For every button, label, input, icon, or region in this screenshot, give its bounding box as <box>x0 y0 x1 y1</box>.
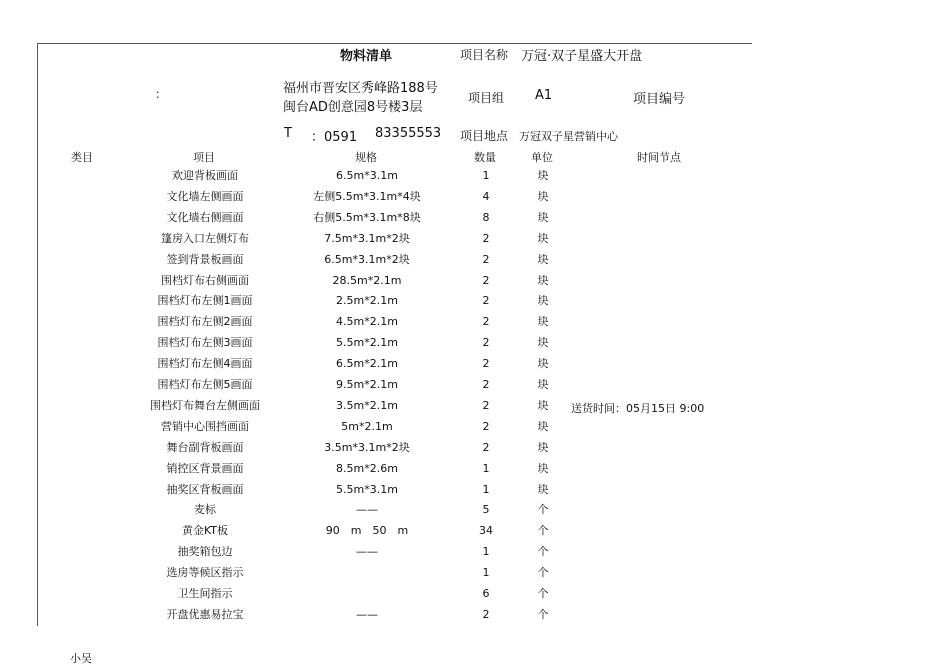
table-row <box>0 437 950 458</box>
table-row <box>0 374 950 395</box>
row-qty: 2 <box>482 231 490 245</box>
row-qty: 1 <box>482 482 490 496</box>
row-qty: 1 <box>482 566 490 580</box>
row-qty: 1 <box>482 461 490 475</box>
row-spec: 2.5m*2.1m <box>336 294 398 308</box>
row-unit: 个 <box>537 524 549 538</box>
row-item: 抽奖区背板画面 <box>166 482 244 496</box>
column-header-category: 类目 <box>71 151 93 164</box>
row-item: 营销中心围挡画面 <box>161 419 249 433</box>
row-unit: 个 <box>537 503 549 517</box>
table-row <box>0 479 950 500</box>
table-row <box>0 290 950 311</box>
row-spec: 3.5m*2.1m <box>336 398 398 412</box>
row-spec: 28.5m*2.1m <box>332 273 402 287</box>
table-row <box>0 249 950 270</box>
row-qty: 4 <box>482 189 490 203</box>
row-qty: 1 <box>482 545 490 559</box>
row-qty: 34 <box>479 524 493 538</box>
table-row <box>0 604 950 625</box>
row-qty: 6 <box>482 587 490 600</box>
row-qty: 8 <box>482 210 490 224</box>
column-header-spec: 规格 <box>355 151 377 164</box>
row-unit: 块 <box>537 315 549 329</box>
table-row <box>0 583 950 604</box>
row-item: 围档灯布左侧3画面 <box>157 336 253 350</box>
table-row <box>0 353 950 374</box>
table-row <box>0 311 950 332</box>
project-location-label: 项目地点 <box>460 129 509 143</box>
column-header-time: 时间节点 <box>637 151 681 164</box>
row-qty: 2 <box>482 419 490 433</box>
table-row <box>0 186 950 207</box>
row-spec: 右侧5.5m*3.1m*8块 <box>313 210 421 224</box>
row-qty: 1 <box>482 169 490 182</box>
row-item: 围档灯布舞台左侧画面 <box>150 398 260 412</box>
column-header-qty: 数量 <box>474 151 496 164</box>
row-unit: 块 <box>537 210 549 224</box>
row-qty: 2 <box>482 378 490 391</box>
row-spec: 90 m 50 m <box>325 524 409 538</box>
row-spec: —— <box>356 503 378 517</box>
row-item: 开盘优惠易拉宝 <box>166 607 244 621</box>
row-item: 围档灯布左侧4画面 <box>157 357 253 371</box>
project-name: 万冠·双子星盛大开盘 <box>521 49 643 64</box>
project-location: 万冠双子星营销中心 <box>519 130 618 143</box>
row-qty: 2 <box>482 607 490 621</box>
row-unit: 块 <box>537 398 549 412</box>
table-row <box>0 520 950 541</box>
row-unit: 块 <box>537 357 549 371</box>
address-line-2: 闽台AD创意园8号楼3层 <box>283 100 423 115</box>
row-spec: 5.5m*2.1m <box>336 336 398 350</box>
row-spec: 左侧5.5m*3.1m*4块 <box>313 189 421 203</box>
row-unit: 块 <box>537 482 549 496</box>
table-row <box>0 165 950 186</box>
row-qty: 2 <box>482 398 490 412</box>
row-item: 围档灯布左侧1画面 <box>157 294 253 308</box>
row-unit: 个 <box>537 566 549 580</box>
colon-label: ： <box>155 87 168 101</box>
row-unit: 块 <box>537 336 549 350</box>
footer-name: 小吴 <box>70 652 92 665</box>
row-spec: 4.5m*2.1m <box>336 315 398 329</box>
table-row <box>0 395 950 416</box>
row-spec: 6.5m*3.1m*2块 <box>324 252 410 266</box>
row-item: 篷房入口左侧灯布 <box>161 231 249 245</box>
row-unit: 块 <box>537 252 549 266</box>
row-item: 文化墙右侧画面 <box>166 210 244 224</box>
row-item: 围档灯布左侧2画面 <box>157 315 253 329</box>
row-unit: 块 <box>537 440 549 454</box>
row-qty: 2 <box>482 294 490 308</box>
row-item: 卫生间指示 <box>177 587 233 600</box>
row-spec: 5m*2.1m <box>341 419 393 433</box>
row-qty: 2 <box>482 440 490 454</box>
row-item: 欢迎背板画面 <box>172 169 238 182</box>
project-group-label: 项目组 <box>468 91 505 105</box>
row-unit: 块 <box>537 461 549 475</box>
table-row <box>0 270 950 291</box>
row-unit: 块 <box>537 419 549 433</box>
row-unit: 个 <box>537 545 549 559</box>
row-item: 签到背景板画面 <box>166 252 244 266</box>
table-row <box>0 541 950 562</box>
row-item: 麦标 <box>194 503 216 517</box>
row-qty: 2 <box>482 357 490 371</box>
row-item: 抽奖箱包边 <box>177 545 233 559</box>
row-qty: 2 <box>482 336 490 350</box>
row-item: 围档灯布左侧5画面 <box>157 378 253 391</box>
row-unit: 块 <box>537 378 549 391</box>
table-row <box>0 416 950 437</box>
row-unit: 块 <box>537 231 549 245</box>
row-unit: 块 <box>537 294 549 308</box>
top-border <box>37 43 752 44</box>
row-spec: 3.5m*3.1m*2块 <box>324 440 410 454</box>
row-item: 围档灯布右侧画面 <box>161 273 249 287</box>
row-unit: 块 <box>537 189 549 203</box>
project-number-label: 项目编号 <box>633 92 686 107</box>
phone-number: 83355553 <box>375 126 442 141</box>
row-item: 销控区背景画面 <box>166 461 244 475</box>
table-row <box>0 228 950 249</box>
row-spec: 6.5m*2.1m <box>336 357 398 371</box>
table-row <box>0 499 950 520</box>
row-item: 黄金KT板 <box>181 524 229 538</box>
row-qty: 2 <box>482 252 490 266</box>
row-spec: 6.5m*3.1m <box>336 169 398 182</box>
row-item: 选房等候区指示 <box>166 566 244 580</box>
row-spec: 7.5m*3.1m*2块 <box>324 231 410 245</box>
row-item: 文化墙左侧画面 <box>166 189 244 203</box>
row-spec: 5.5m*3.1m <box>336 482 398 496</box>
column-header-unit: 单位 <box>531 151 553 164</box>
row-item: 舞台副背板画面 <box>166 440 244 454</box>
table-row <box>0 332 950 353</box>
address-line-1: 福州市晋安区秀峰路188号 <box>283 81 438 96</box>
table-row <box>0 207 950 228</box>
delivery-time: 送货时间：05月15日 9:00 <box>571 402 705 415</box>
row-unit: 块 <box>537 273 549 287</box>
row-unit: 个 <box>537 607 549 621</box>
row-qty: 2 <box>482 273 490 287</box>
phone-prefix: T <box>284 126 292 141</box>
row-spec: —— <box>356 545 378 559</box>
row-unit: 块 <box>537 169 549 182</box>
row-spec: 8.5m*2.6m <box>336 461 398 475</box>
row-spec: —— <box>356 607 378 621</box>
row-qty: 5 <box>482 503 490 517</box>
row-qty: 2 <box>482 315 490 329</box>
phone-area-code: ：0591 <box>311 130 358 145</box>
project-name-label: 项目名称 <box>460 48 509 62</box>
row-unit: 个 <box>537 587 549 600</box>
row-spec: 9.5m*2.1m <box>336 378 398 391</box>
document-title: 物料清单 <box>340 49 393 64</box>
table-row <box>0 562 950 583</box>
project-group: A1 <box>535 88 553 103</box>
table-row <box>0 458 950 479</box>
column-header-item: 项目 <box>193 151 215 164</box>
